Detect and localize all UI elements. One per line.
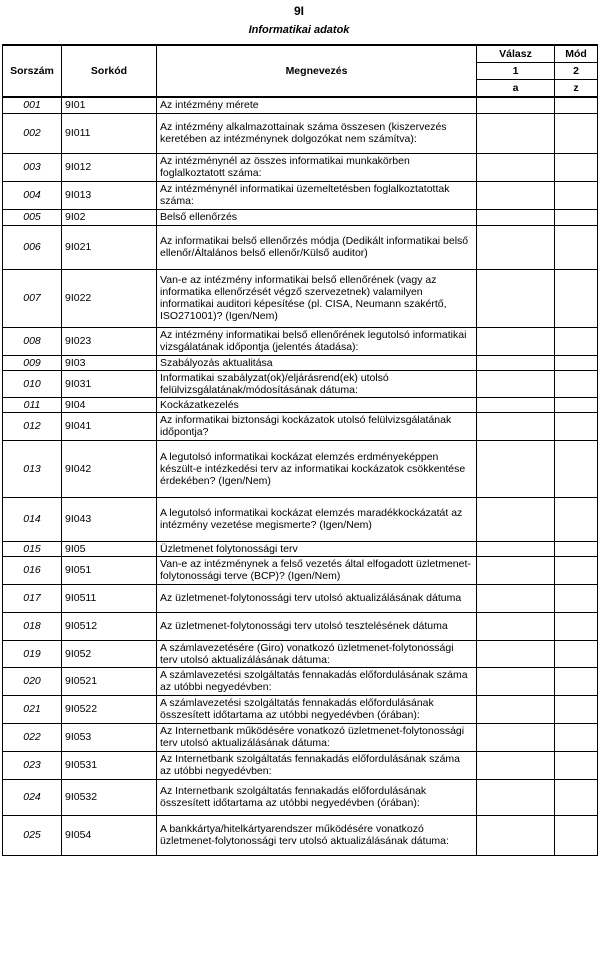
table-row (3, 541, 598, 556)
row-megnevezes: Az intézmény informatikai belső ellenőrének legutolsó informatikai vizsgálatának időpontja (jelentés átadása): (157, 327, 477, 355)
row-mode-cell[interactable] (555, 640, 598, 667)
row-megnevezes: Az Internetbank szolgáltatás fennakadás előfordulásának száma az utóbbi negyedévben: (157, 751, 477, 779)
row-answer-cell[interactable] (477, 209, 555, 225)
col-letter-mod: z (555, 80, 598, 98)
table-row (3, 397, 598, 412)
row-mode-cell[interactable] (555, 370, 598, 397)
row-megnevezes: A bankkártya/hitelkártyarendszer működésére vonatkozó üzletmenet-folytonossági terv utolsó aktualizálásának dátuma: (157, 815, 477, 855)
row-mode-cell[interactable] (555, 667, 598, 695)
table-row (3, 153, 598, 181)
row-megnevezes: Az informatikai belső ellenőrzés módja (Dedikált informatikai belső ellenőr/Általános belső ellenőr/Külső auditor) (157, 225, 477, 269)
table-row (3, 779, 598, 815)
table-row (3, 113, 598, 153)
row-sorszam: 015 (3, 541, 62, 556)
row-sorszam: 004 (3, 181, 62, 209)
row-mode-cell[interactable] (555, 497, 598, 541)
row-mode-cell[interactable] (555, 751, 598, 779)
row-megnevezes: Van-e az intézmény informatikai belső ellenőrének (vagy az informatika ellenőrzését végző szervezetnek) valamilyen informatikai auditori képesítése (pl. CISA, Neumann szakértő, ISO271001)? (Igen/Nem) (157, 269, 477, 327)
row-megnevezes: Az üzletmenet-folytonossági terv utolsó tesztelésének dátuma (157, 612, 477, 640)
col-number-mod: 2 (555, 63, 598, 80)
row-sorkod: 9I0532 (62, 779, 157, 815)
row-mode-cell[interactable] (555, 612, 598, 640)
table-row (3, 556, 598, 584)
row-megnevezes: Van-e az intézménynek a felső vezetés által elfogadott üzletmenet-folytonossági terve (BCP)? (Igen/Nem) (157, 556, 477, 584)
col-header-valasz: Válasz (477, 45, 555, 63)
row-mode-cell[interactable] (555, 695, 598, 723)
row-megnevezes: Belső ellenőrzés (157, 209, 477, 225)
row-mode-cell[interactable] (555, 355, 598, 370)
row-answer-cell[interactable] (477, 497, 555, 541)
row-answer-cell[interactable] (477, 97, 555, 113)
row-answer-cell[interactable] (477, 412, 555, 440)
row-sorkod: 9I011 (62, 113, 157, 153)
table-row (3, 497, 598, 541)
row-sorszam: 013 (3, 440, 62, 497)
row-mode-cell[interactable] (555, 541, 598, 556)
row-answer-cell[interactable] (477, 327, 555, 355)
table-row (3, 440, 598, 497)
row-sorszam: 023 (3, 751, 62, 779)
row-mode-cell[interactable] (555, 269, 598, 327)
row-sorszam: 008 (3, 327, 62, 355)
row-sorkod: 9I051 (62, 556, 157, 584)
row-answer-cell[interactable] (477, 815, 555, 855)
row-answer-cell[interactable] (477, 640, 555, 667)
row-sorkod: 9I031 (62, 370, 157, 397)
row-answer-cell[interactable] (477, 181, 555, 209)
row-mode-cell[interactable] (555, 412, 598, 440)
table-row (3, 327, 598, 355)
row-answer-cell[interactable] (477, 153, 555, 181)
row-answer-cell[interactable] (477, 723, 555, 751)
row-sorszam: 001 (3, 97, 62, 113)
row-answer-cell[interactable] (477, 584, 555, 612)
row-sorkod: 9I023 (62, 327, 157, 355)
row-mode-cell[interactable] (555, 440, 598, 497)
row-answer-cell[interactable] (477, 355, 555, 370)
row-answer-cell[interactable] (477, 667, 555, 695)
row-answer-cell[interactable] (477, 113, 555, 153)
row-megnevezes: Az intézmény alkalmazottainak száma összesen (kiszervezés keretében az intézménynek dolgozókat nem számítva): (157, 113, 477, 153)
form-title: Informatikai adatok (248, 24, 350, 36)
row-sorkod: 9I052 (62, 640, 157, 667)
row-mode-cell[interactable] (555, 327, 598, 355)
row-sorszam: 002 (3, 113, 62, 153)
row-mode-cell[interactable] (555, 556, 598, 584)
row-megnevezes: A legutolsó informatikai kockázat elemzés maradékkockázatát az intézmény vezetése megismerte? (Igen/Nem) (157, 497, 477, 541)
table-row (3, 209, 598, 225)
col-header-mod: Mód (555, 45, 598, 63)
table-row (3, 225, 598, 269)
row-megnevezes: Az intézmény mérete (157, 97, 477, 113)
row-mode-cell[interactable] (555, 397, 598, 412)
row-answer-cell[interactable] (477, 269, 555, 327)
row-sorkod: 9I012 (62, 153, 157, 181)
row-answer-cell[interactable] (477, 370, 555, 397)
row-sorszam: 005 (3, 209, 62, 225)
row-megnevezes: Kockázatkezelés (157, 397, 477, 412)
table-row (3, 640, 598, 667)
row-sorszam: 024 (3, 779, 62, 815)
col-header-sorszam: Sorszám (3, 45, 62, 97)
row-sorszam: 018 (3, 612, 62, 640)
row-sorkod: 9I041 (62, 412, 157, 440)
col-number-valasz: 1 (477, 63, 555, 80)
table-row (3, 584, 598, 612)
row-answer-cell[interactable] (477, 225, 555, 269)
row-mode-cell[interactable] (555, 723, 598, 751)
table-row (3, 355, 598, 370)
row-answer-cell[interactable] (477, 556, 555, 584)
row-mode-cell[interactable] (555, 225, 598, 269)
row-answer-cell[interactable] (477, 779, 555, 815)
row-megnevezes: Informatikai szabályzat(ok)/eljárásrend(ek) utolsó felülvizsgálatának/módosításának dátuma: (157, 370, 477, 397)
row-sorkod: 9I04 (62, 397, 157, 412)
row-answer-cell[interactable] (477, 695, 555, 723)
row-sorszam: 019 (3, 640, 62, 667)
row-megnevezes: Az Internetbank működésére vonatkozó üzletmenet-folytonossági terv utolsó aktualizálásának dátuma: (157, 723, 477, 751)
row-sorkod: 9I01 (62, 97, 157, 113)
form-code: 9I (293, 4, 304, 18)
row-sorszam: 007 (3, 269, 62, 327)
row-mode-cell[interactable] (555, 779, 598, 815)
row-sorkod: 9I0522 (62, 695, 157, 723)
row-answer-cell[interactable] (477, 541, 555, 556)
table-row (3, 97, 598, 113)
row-sorszam: 012 (3, 412, 62, 440)
row-sorkod: 9I0521 (62, 667, 157, 695)
row-mode-cell[interactable] (555, 97, 598, 113)
table-row (3, 723, 598, 751)
table-body (3, 97, 598, 855)
row-sorszam: 010 (3, 370, 62, 397)
row-sorkod: 9I0531 (62, 751, 157, 779)
row-sorszam: 006 (3, 225, 62, 269)
row-megnevezes: A számlavezetési szolgáltatás fennakadás előfordulásának összesített időtartama az utóbbi negyedévben (órában): (157, 695, 477, 723)
table-row (3, 370, 598, 397)
informatics-data-table (2, 44, 598, 856)
row-sorkod: 9I021 (62, 225, 157, 269)
row-sorkod: 9I043 (62, 497, 157, 541)
row-sorkod: 9I02 (62, 209, 157, 225)
row-megnevezes: Az intézménynél az összes informatikai munkakörben foglalkoztatott száma: (157, 153, 477, 181)
table-row (3, 695, 598, 723)
table-row (3, 181, 598, 209)
row-megnevezes: Az intézménynél informatikai üzemeltetésben foglalkoztatottak száma: (157, 181, 477, 209)
row-sorkod: 9I03 (62, 355, 157, 370)
row-sorszam: 014 (3, 497, 62, 541)
row-sorszam: 022 (3, 723, 62, 751)
col-header-sorkod: Sorkód (62, 45, 157, 97)
table-row (3, 612, 598, 640)
row-megnevezes: Az üzletmenet-folytonossági terv utolsó aktualizálásának dátuma (157, 584, 477, 612)
row-mode-cell[interactable] (555, 815, 598, 855)
row-answer-cell[interactable] (477, 397, 555, 412)
row-megnevezes: Az Internetbank szolgáltatás fennakadás előfordulásának összesített időtartama az utóbbi negyedévben (órában): (157, 779, 477, 815)
row-mode-cell[interactable] (555, 209, 598, 225)
row-sorszam: 021 (3, 695, 62, 723)
row-megnevezes: A számlavezetési szolgáltatás fennakadás előfordulásának száma az utóbbi negyedévben: (157, 667, 477, 695)
row-megnevezes: Az informatikai biztonsági kockázatok utolsó felülvizsgálatának időpontja? (157, 412, 477, 440)
col-header-megnevezes: Megnevezés (157, 45, 477, 97)
row-megnevezes: Szabályozás aktualitása (157, 355, 477, 370)
row-megnevezes: Üzletmenet folytonossági terv (157, 541, 477, 556)
row-sorszam: 017 (3, 584, 62, 612)
row-sorkod: 9I053 (62, 723, 157, 751)
table-row (3, 412, 598, 440)
row-sorkod: 9I05 (62, 541, 157, 556)
row-sorkod: 9I042 (62, 440, 157, 497)
row-sorszam: 009 (3, 355, 62, 370)
row-answer-cell[interactable] (477, 612, 555, 640)
row-megnevezes: A számlavezetésére (Giro) vonatkozó üzletmenet-folytonossági terv utolsó aktualizálásának dátuma: (157, 640, 477, 667)
row-sorkod: 9I022 (62, 269, 157, 327)
row-mode-cell[interactable] (555, 181, 598, 209)
row-sorkod: 9I0511 (62, 584, 157, 612)
row-mode-cell[interactable] (555, 584, 598, 612)
row-sorszam: 003 (3, 153, 62, 181)
table-row (3, 269, 598, 327)
row-sorszam: 016 (3, 556, 62, 584)
table-row (3, 667, 598, 695)
row-sorkod: 9I013 (62, 181, 157, 209)
row-sorkod: 9I054 (62, 815, 157, 855)
col-letter-valasz: a (477, 80, 555, 98)
row-sorkod: 9I0512 (62, 612, 157, 640)
table-row (3, 815, 598, 855)
row-answer-cell[interactable] (477, 440, 555, 497)
table-row (3, 751, 598, 779)
row-mode-cell[interactable] (555, 153, 598, 181)
row-mode-cell[interactable] (555, 113, 598, 153)
row-sorszam: 020 (3, 667, 62, 695)
row-sorszam: 011 (3, 397, 62, 412)
row-megnevezes: A legutolsó informatikai kockázat elemzés erdményeképpen készült-e intézkedési terv az informatikai kockázatok csökkentése érdekében? (Igen/Nem) (157, 440, 477, 497)
row-answer-cell[interactable] (477, 751, 555, 779)
row-sorszam: 025 (3, 815, 62, 855)
